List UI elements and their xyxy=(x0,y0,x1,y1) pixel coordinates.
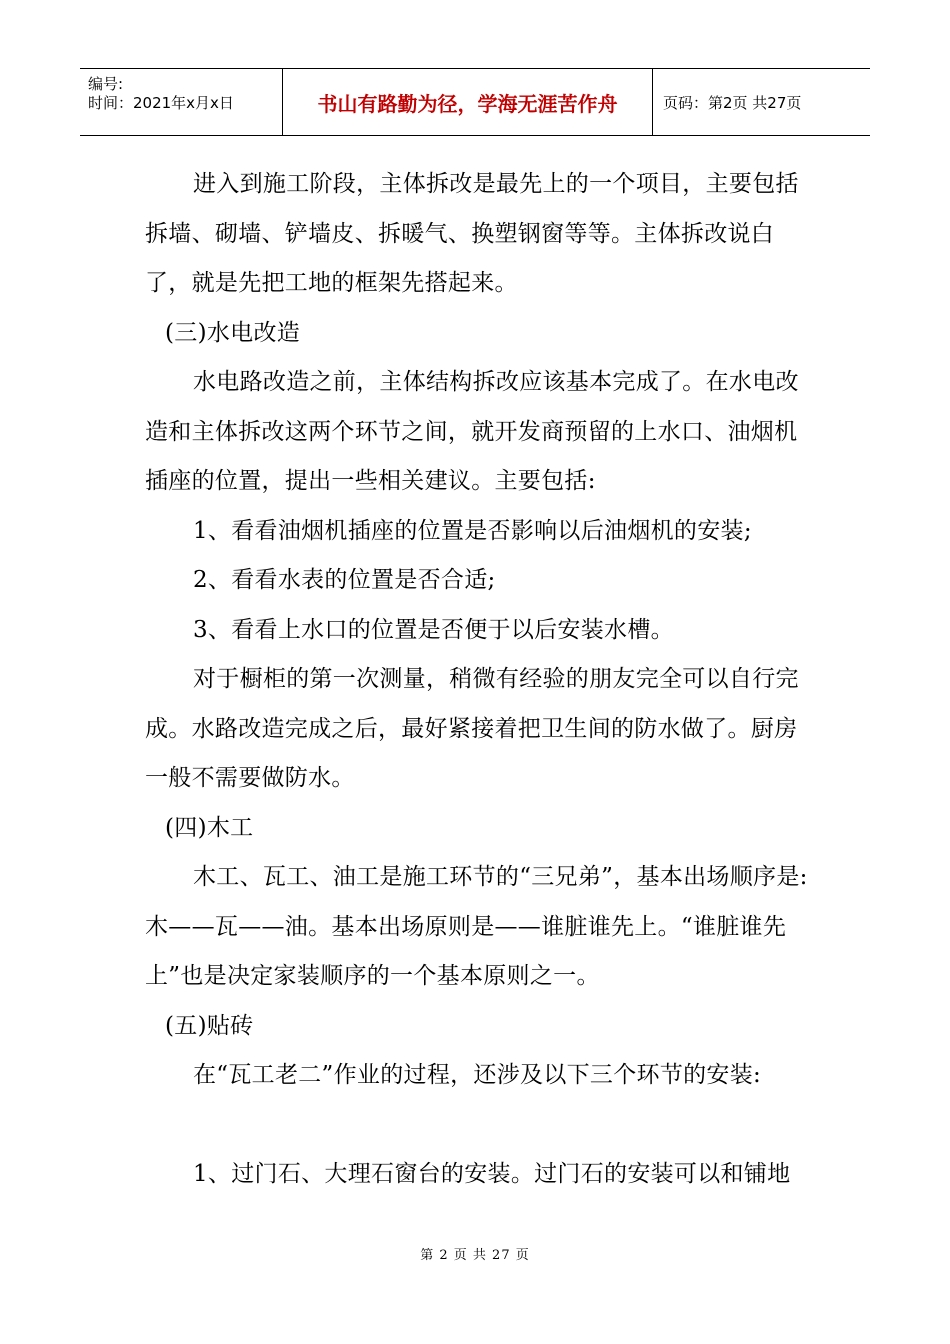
section-heading: (五)贴砖 xyxy=(165,1012,254,1039)
header-motto: 书山有路勤为径，学海无涯苦作舟 xyxy=(283,69,653,135)
document-body xyxy=(145,160,815,1199)
paragraph: 对于橱柜的第一次测量，稍微有经验的朋友完全可以自行完成。水路改造完成之后，最好紧接着把卫生间的防水做了。厨房一般不需要做防水。 xyxy=(145,666,799,791)
document-date: 时间：2021年x月x日 xyxy=(88,94,234,112)
section-heading: (三)水电改造 xyxy=(165,319,301,346)
list-item: 1、过门石、大理石窗台的安装。过门石的安装可以和铺地 xyxy=(193,1160,791,1187)
list-item: 3、看看上水口的位置是否便于以后安装水槽。 xyxy=(193,616,674,643)
header-meta xyxy=(80,69,283,135)
paragraph: 水电路改造之前，主体结构拆改应该基本完成了。在水电改造和主体拆改这两个环节之间，就开发商预留的上水口、油烟机插座的位置，提出一些相关建议。主要包括: xyxy=(145,369,799,494)
document-number-label: 编号: xyxy=(88,75,124,93)
list-item: 2、看看水表的位置是否合适; xyxy=(193,567,496,593)
paragraph: 进入到施工阶段，主体拆改是最先上的一个项目，主要包括拆墙、砌墙、铲墙皮、拆暖气、换塑钢窗等等。主体拆改说白了，就是先把工地的框架先搭起来。 xyxy=(145,171,799,296)
header-page-info: 页码：第2页 共27页 xyxy=(663,93,802,112)
paragraph: 木工、瓦工、油工是施工环节的“三兄弟”，基本出场顺序是: 木——瓦——油。基本出场原则是——谁脏谁先上。“谁脏谁先上”也是决定家装顺序的一个基本原则之一。 xyxy=(145,864,808,989)
spacer xyxy=(145,1101,815,1150)
page-footer: 第 2 页 共 27 页 xyxy=(420,1248,530,1263)
paragraph: 在“瓦工老二”作业的过程，还涉及以下三个环节的安装: xyxy=(193,1062,762,1088)
page-header xyxy=(80,68,870,136)
list-item: 1、看看油烟机插座的位置是否影响以后油烟机的安装; xyxy=(193,517,752,544)
section-heading: (四)木工 xyxy=(165,814,254,841)
